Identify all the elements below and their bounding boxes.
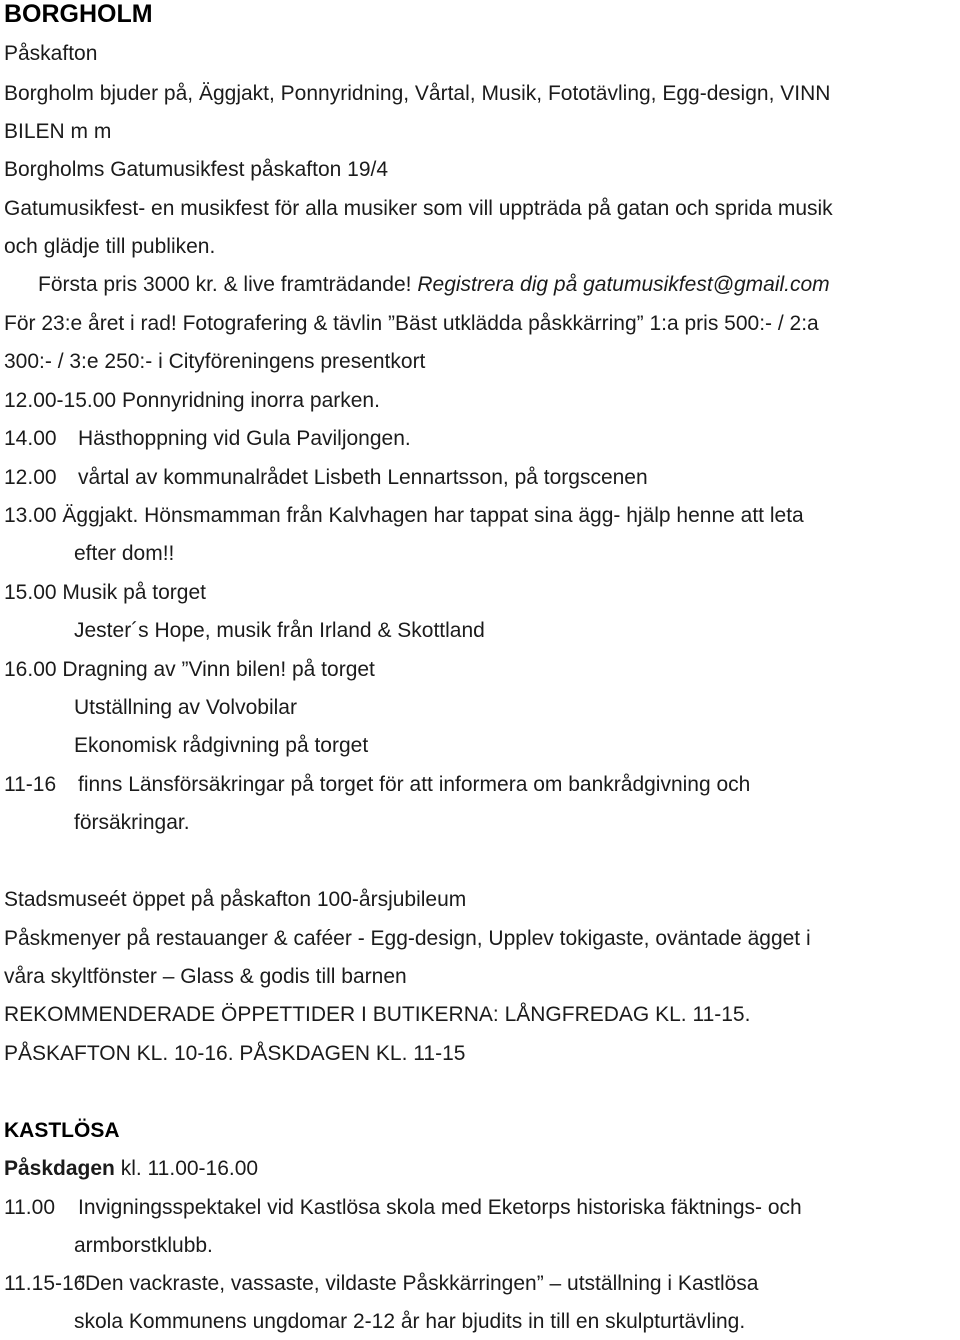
schedule-item xyxy=(4,771,751,799)
schedule-item xyxy=(4,579,206,607)
menus-line-1: Påskmenyer på restauanger & caféer - Egg-design, Upplev tokigaste, oväntade ägget i xyxy=(4,927,811,950)
fest-desc-2: och glädje till publiken. xyxy=(4,235,216,258)
menus-line-2: våra skyltfönster – Glass & godis till barnen xyxy=(4,965,407,988)
schedule-text: Hästhoppning vid Gula Paviljongen. xyxy=(78,427,411,450)
schedule-text: Ponnyridning inorra parken. xyxy=(121,389,380,412)
schedule-item xyxy=(4,464,648,492)
opening-hours-line-2: PÅSKAFTON KL. 10-16. PÅSKDAGEN KL. 11-15 xyxy=(4,1042,466,1065)
schedule-time: 11.15-16 xyxy=(4,1272,86,1295)
schedule-text: Musik på torget xyxy=(62,581,206,604)
schedule-time: 16.00 xyxy=(4,658,57,681)
subtitle: Påskafton xyxy=(4,42,98,65)
schedule-time: 11.00 xyxy=(4,1196,55,1219)
schedule-time: 12.00-15.00 xyxy=(4,389,117,412)
fest-title: Borgholms Gatumusikfest påskafton 19/4 xyxy=(4,158,389,181)
schedule-time: 11-16 xyxy=(4,773,57,796)
schedule-continuation: efter dom!! xyxy=(74,542,175,565)
kastlosa-day-hours: kl. 11.00-16.00 xyxy=(114,1157,259,1180)
schedule-continuation: Utställning av Volvobilar xyxy=(74,696,297,719)
prize-text: Första pris 3000 kr. & live framträdande! xyxy=(38,273,418,296)
schedule-time: 14.00 xyxy=(4,427,57,450)
schedule-item xyxy=(4,1270,759,1298)
photo-contest-line-1: För 23:e året i rad! Fotografering & tävlin ”Bäst utklädda påskkärring” 1:a pris 500:- / 2:a xyxy=(4,312,819,335)
schedule-text: finns Länsförsäkringar på torget för att informera om bankrådgivning och xyxy=(78,773,751,796)
schedule-text: vårtal av kommunalrådet Lisbeth Lennartsson, på torgscenen xyxy=(78,466,648,489)
section-title-kastlosa: KASTLÖSA xyxy=(4,1119,120,1142)
schedule-continuation: Jester´s Hope, musik från Irland & Skottland xyxy=(74,619,485,642)
schedule-item xyxy=(4,502,804,530)
schedule-item xyxy=(4,1194,802,1222)
kastlosa-day-label: Påskdagen xyxy=(4,1157,115,1180)
prize-line xyxy=(38,271,830,299)
schedule-text: ”Den vackraste, vassaste, vildaste Påskkärringen” – utställning i Kastlösa xyxy=(78,1272,759,1295)
schedule-item xyxy=(4,656,375,684)
schedule-continuation: Ekonomisk rådgivning på torget xyxy=(74,734,369,757)
kastlosa-day xyxy=(4,1155,258,1183)
fest-desc-1: Gatumusikfest- en musikfest för alla musiker som vill uppträda på gatan och sprida musik xyxy=(4,197,833,220)
register-link[interactable]: Registrera dig på gatumusikfest@gmail.com xyxy=(417,273,830,296)
intro-line-1: Borgholm bjuder på, Äggjakt, Ponnyridning, Vårtal, Musik, Fototävling, Egg-design, VINN xyxy=(4,82,831,105)
museum-line: Stadsmuseét öppet på påskafton 100-årsjubileum xyxy=(4,888,467,911)
page-title: BORGHOLM xyxy=(4,0,153,28)
schedule-continuation: skola Kommunens ungdomar 2-12 år har bjudits in till en skulpturtävling. xyxy=(74,1310,746,1333)
schedule-text: Invigningsspektakel vid Kastlösa skola med Eketorps historiska fäktnings- och xyxy=(78,1196,802,1219)
schedule-text: Dragning av ”Vinn bilen! på torget xyxy=(62,658,375,681)
opening-hours-line-1: REKOMMENDERADE ÖPPETTIDER I BUTIKERNA: LÅNGFREDAG KL. 11-15. xyxy=(4,1003,751,1026)
schedule-time: 15.00 xyxy=(4,581,57,604)
schedule-continuation: försäkringar. xyxy=(74,811,190,834)
schedule-continuation: armborstklubb. xyxy=(74,1234,213,1257)
schedule-item xyxy=(4,425,411,453)
schedule-time: 12.00 xyxy=(4,466,57,489)
intro-line-2: BILEN m m xyxy=(4,120,112,143)
schedule-time: 13.00 xyxy=(4,504,57,527)
photo-contest-line-2: 300:- / 3:e 250:- i Cityföreningens presentkort xyxy=(4,350,426,373)
schedule-item xyxy=(4,387,380,415)
schedule-text: Äggjakt. Hönsmamman från Kalvhagen har tappat sina ägg- hjälp henne att leta xyxy=(62,504,804,527)
